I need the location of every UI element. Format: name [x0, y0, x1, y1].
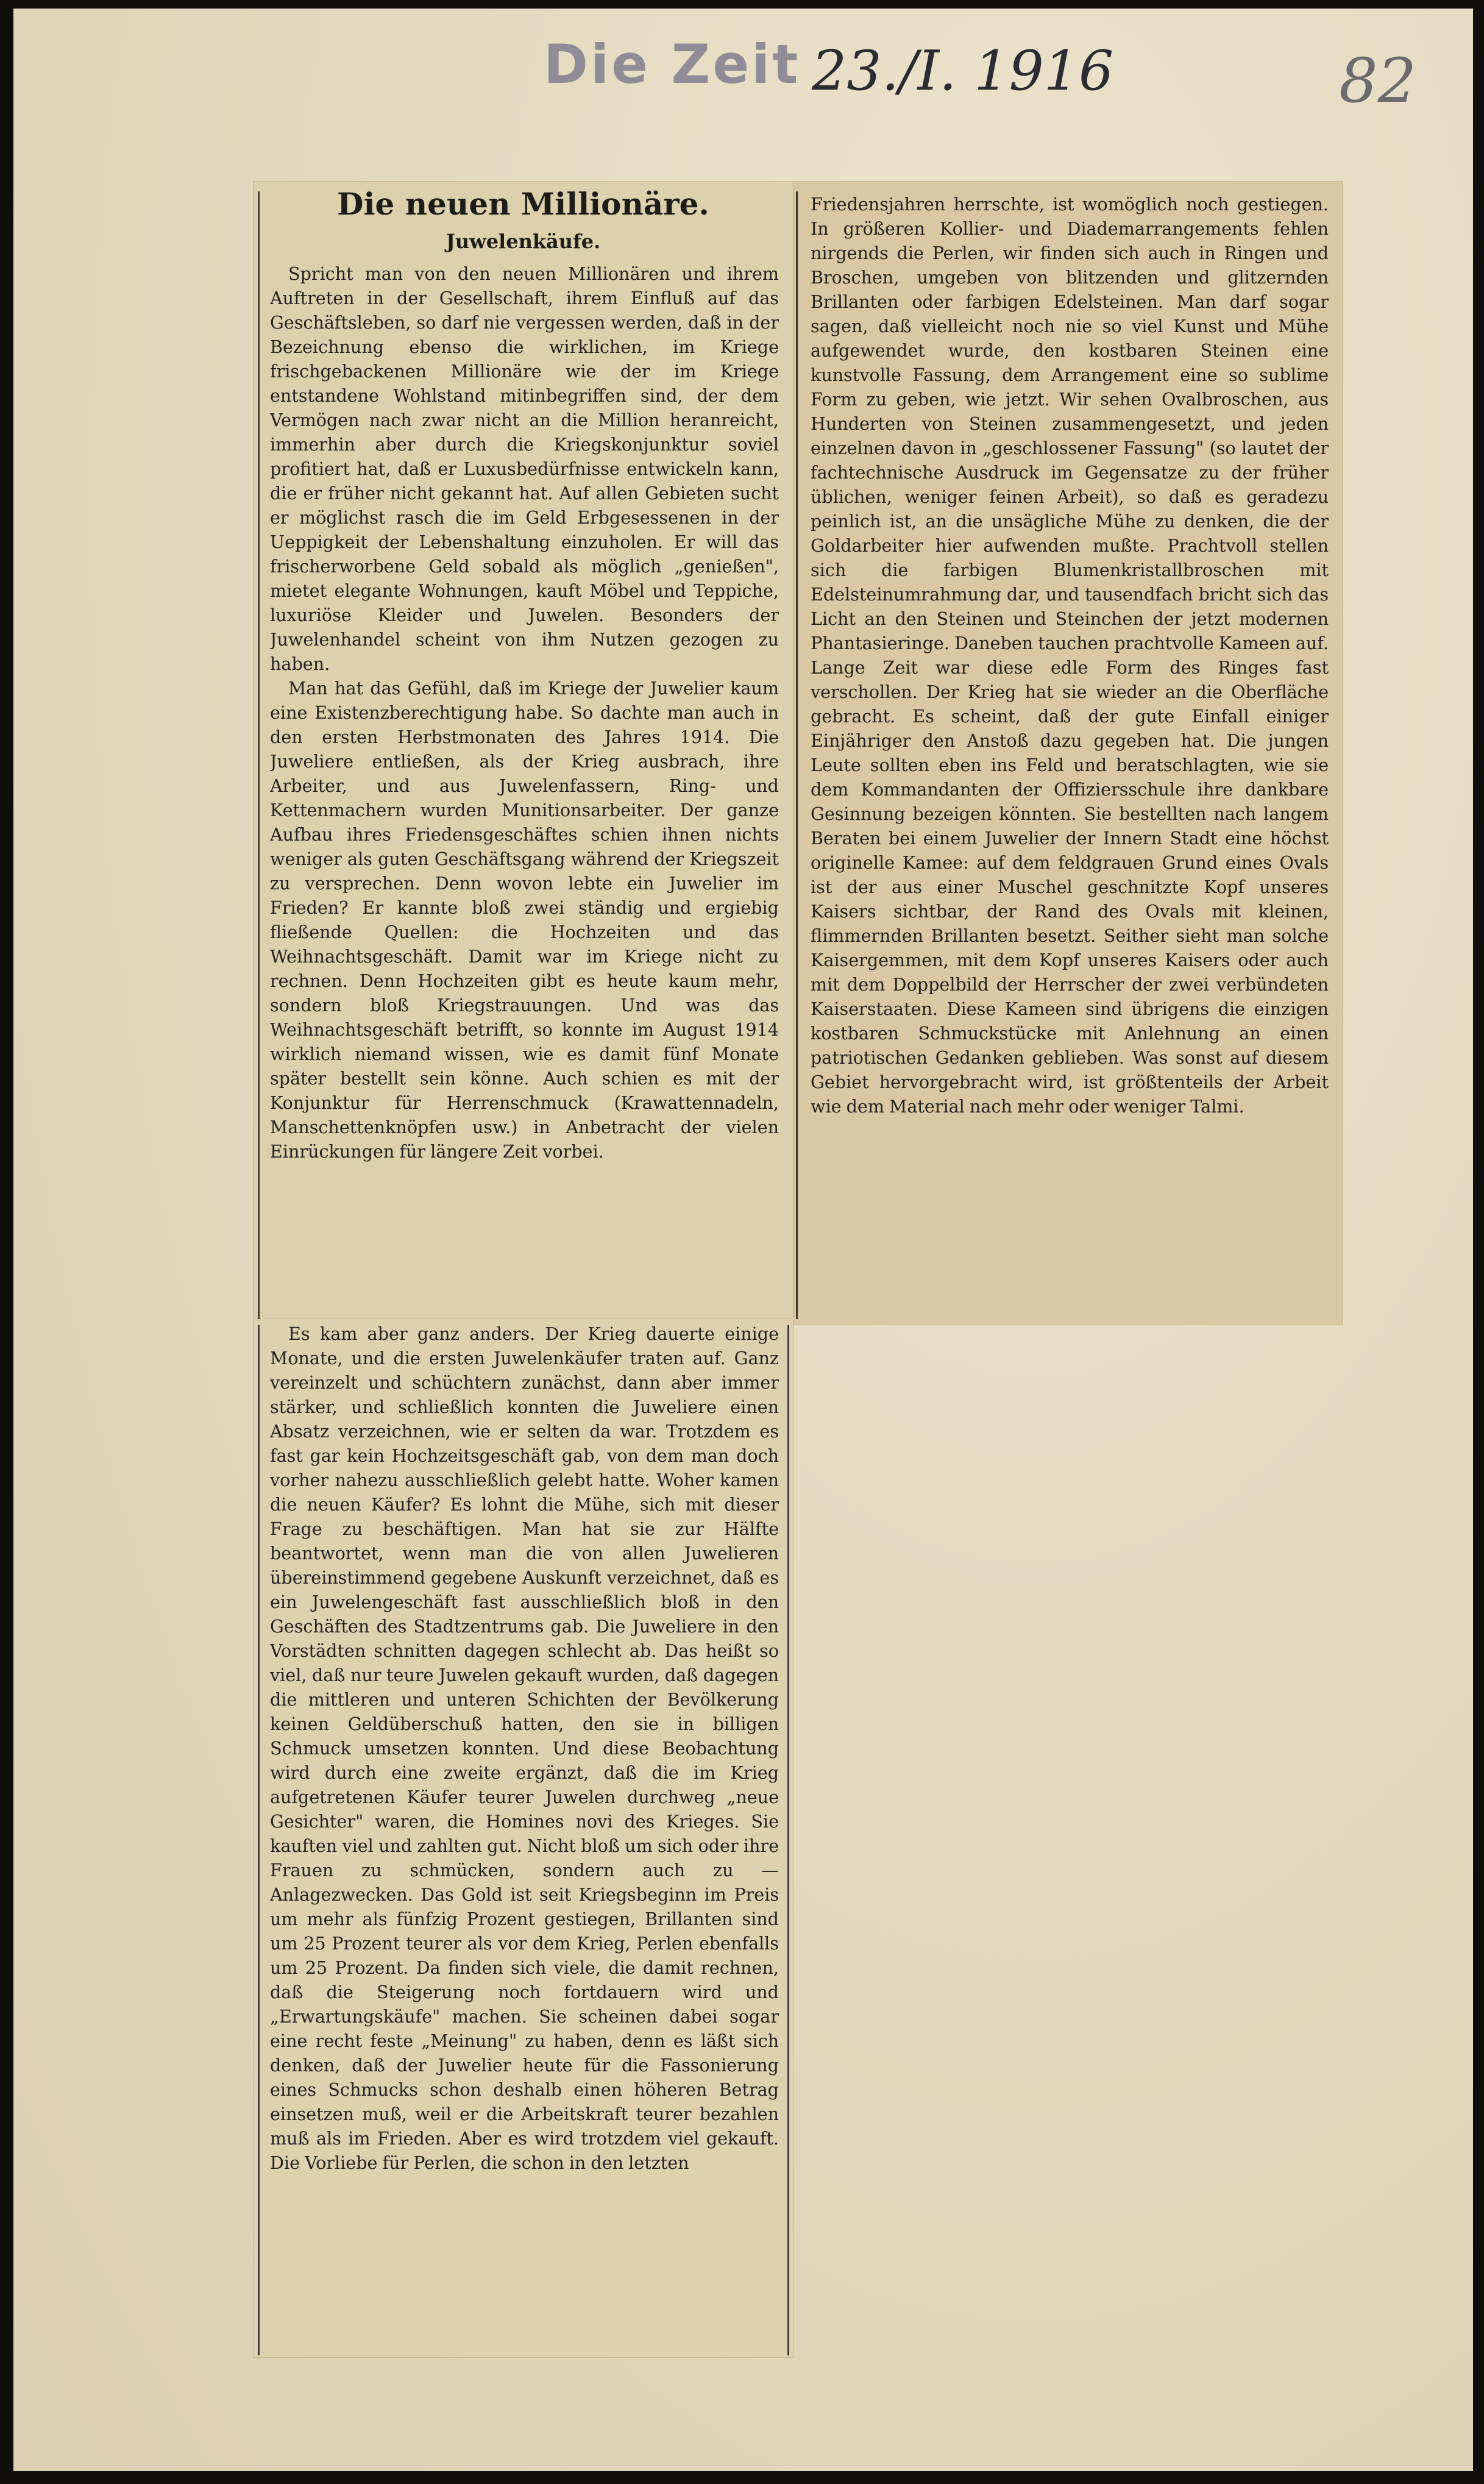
newspaper-name-stamp: Die Zeit	[544, 33, 801, 96]
archive-sheet	[13, 9, 1473, 2471]
column-rule-left	[258, 191, 260, 1319]
handwritten-date: 23./I. 1916	[812, 39, 1114, 103]
article-title: Die neuen Millionäre.	[337, 186, 709, 222]
paragraph: Friedensjahren herrschte, ist womöglich noch gestiegen. In größeren Kollier- und Diademarrangements fehlen nirgends die Perlen, wir finden sich auch in Ringen und Broschen, umgeben von blitzenden und glitzernden Brillanten oder farbigen Edelsteinen. Man darf sogar sagen, daß vielleicht noch nie so viel Kunst und Mühe aufgewendet wurde, den kostbaren Steinen eine kunstvolle Fassung, dem Arrangement eine so sublime Form zu geben, wie jetzt. Wir sehen Ovalbroschen, aus Hunderten von Steinen zusammengesetzt, und jeden einzelnen davon in „geschlossener Fassung" (so lautet der fachtechnische Ausdruck im Gegensatze zu der früher üblichen, weniger feinen Arbeit), so daß es geradezu peinlich ist, an die unsägliche Mühe zu denken, die der Goldarbeiter hier aufwenden mußte. Prachtvoll stellen sich die farbigen Blumenkristallbroschen mit Edelsteinumrahmung dar, und tausendfach bricht sich das Licht an den Steinen und Steinchen der jetzt modernen Phantasieringe. Daneben tauchen prachtvolle Kameen auf. Lange Zeit war diese edle Form des Ringes fast verschollen. Der Krieg hat sie wieder an die Oberfläche gebracht. Es scheint, daß der gute Einfall einiger Einjähriger den Anstoß dazu gegeben hat. Die jungen Leute sollten eben ins Feld und beratschlagten, wie sie dem Kommandanten der Offiziersschule ihre dankbare Gesinnung bezeigen könnten. Sie bestellten nach langem Beraten bei einem Juwelier der Innern Stadt eine höchst originelle Kamee: auf dem feldgrauen Grund eines Ovals ist der aus einer Muschel geschnitzte Kopf unseres Kaisers sichtbar, der Rand des Ovals mit kleinen, flimmernden Brillanten besetzt. Seither sieht man solche Kaisergemmen, mit dem Kopf unseres Kaisers oder auch mit dem Doppelbild der Herrscher der zwei verbündeten Kaiserstaaten. Diese Kameen sind übrigens die einzigen kostbaren Schmuckstücke mit Anlehnung an einen patriotischen Gedanken geblieben. Was sonst auf diesem Gebiet hervorgebracht wird, ist größtenteils der Arbeit wie dem Material nach mehr oder weniger Talmi.	[811, 194, 1329, 1117]
article-subtitle: Juwelenkäufe.	[446, 230, 601, 253]
paragraph: Spricht man von den neuen Millionären und ihrem Auftreten in der Gesellschaft, ihrem Einfluß auf das Geschäftsleben, so darf nie vergessen werden, daß in der Bezeichnung ebenso die wirklichen, im Kriege frischgebackenen Millionäre wie der im Kriege entstandene Wohlstand mitinbegriffen sind, der dem Vermögen nach zwar nicht an die Million heranreicht, immerhin aber durch die Kriegskonjunktur soviel profitiert hat, daß er Luxusbedürfnisse entwickeln kann, die er früher nicht gekannt hat. Auf allen Gebieten sucht er möglichst rasch die im Geld Erbgesessenen in der Ueppigkeit der Lebenshaltung einzuholen. Er will das frischerworbene Geld sobald als möglich „genießen", mietet elegante Wohnungen, kauft Möbel und Teppiche, luxuriöse Kleider und Juwelen. Besonders der Juwelenhandel scheint von ihm Nutzen gezogen zu haben.	[270, 263, 779, 674]
column-rule-middle	[796, 191, 798, 1319]
column-rule-lower-left	[258, 1325, 260, 2355]
article-column-1-continuation-text	[270, 1322, 779, 2352]
column-rule-lower-right	[787, 1325, 789, 2355]
clipping-column-1-upper	[253, 181, 793, 1322]
article-column-2-text	[811, 192, 1329, 1320]
folio-number: 82	[1339, 45, 1417, 116]
clipping-column-2	[793, 181, 1343, 1325]
paragraph: Es kam aber ganz anders. Der Krieg dauerte einige Monate, und die ersten Juwelenkäufer traten auf. Ganz vereinzelt und schüchtern zunächst, dann aber immer stärker, und schließlich konnten die Juweliere einen Absatz verzeichnen, wie er selten da war. Trotzdem es fast gar kein Hochzeitsgeschäft gab, von dem man doch vorher nahezu ausschließlich gelebt hatte. Woher kamen die neuen Käufer? Es lohnt die Mühe, sich mit dieser Frage zu beschäftigen. Man hat sie zur Hälfte beantwortet, wenn man die von allen Juwelieren übereinstimmend gegebene Auskunft verzeichnet, daß es ein Juwelengeschäft fast ausschließlich bloß in den Geschäften des Stadtzentrums gab. Die Juweliere in den Vorstädten schnitten dagegen schlecht ab. Das heißt so viel, daß nur teure Juwelen gekauft wurden, daß dagegen die mittleren und unteren Schichten der Bevölkerung keinen Geldüberschuß hatten, den sie in billigen Schmuck umsetzen konnten. Und diese Beobachtung wird durch eine zweite ergänzt, daß die im Krieg aufgetretenen Käufer teurer Juwelen durchweg „neue Gesichter" waren, die Homines novi des Krieges. Sie kauften viel und zahlten gut. Nicht bloß um sich oder ihre Frauen zu schmücken, sondern auch zu — Anlagezwecken. Das Gold ist seit Kriegsbeginn im Preis um mehr als fünfzig Prozent gestiegen, Brillanten sind um 25 Prozent teurer als vor dem Krieg, Perlen ebenfalls um 25 Prozent. Da finden sich viele, die damit rechnen, daß die Steigerung noch fortdauern wird und „Erwartungskäufe" machen. Sie scheinen dabei sogar eine recht feste „Meinung" zu haben, denn es läßt sich denken, daß der Juwelier heute für die Fassonierung eines Schmucks schon deshalb einen höheren Betrag einsetzen muß, weil er die Arbeitskraft teurer bezahlen muß als im Frieden. Aber es wird trotzdem viel gekauft. Die Vorliebe für Perlen, die schon in den letzten	[270, 1323, 779, 2173]
article-column-1-text	[270, 262, 779, 1316]
paragraph: Man hat das Gefühl, daß im Kriege der Juwelier kaum eine Existenzberechtigung habe. So dachte man auch in den ersten Herbstmonaten des Jahres 1914. Die Juweliere entließen, als der Krieg ausbrach, ihre Arbeiter, und aus Juwelenfassern, Ring- und Kettenmachern wurden Munitionsarbeiter. Der ganze Aufbau ihres Friedensgeschäftes schien ihnen nichts weniger als guten Geschäftsgang während der Kriegszeit zu versprechen. Denn wovon lebte ein Juwelier im Frieden? Er kannte bloß zwei ständig und ergiebig fließende Quellen: die Hochzeiten und das Weihnachtsgeschäft. Damit war im Kriege nicht zu rechnen. Denn Hochzeiten gibt es heute kaum mehr, sondern bloß Kriegstrauungen. Und was das Weihnachtsgeschäft betrifft, so konnte im August 1914 wirklich niemand wissen, wie es damit fünf Monate später bestellt sein könne. Auch schien es mit der Konjunktur für Herrenschmuck (Krawattennadeln, Manschettenknöpfen usw.) in Anbetracht der vielen Einrückungen für längere Zeit vorbei.	[270, 678, 779, 1162]
clipping-column-1-lower	[253, 1318, 793, 2358]
